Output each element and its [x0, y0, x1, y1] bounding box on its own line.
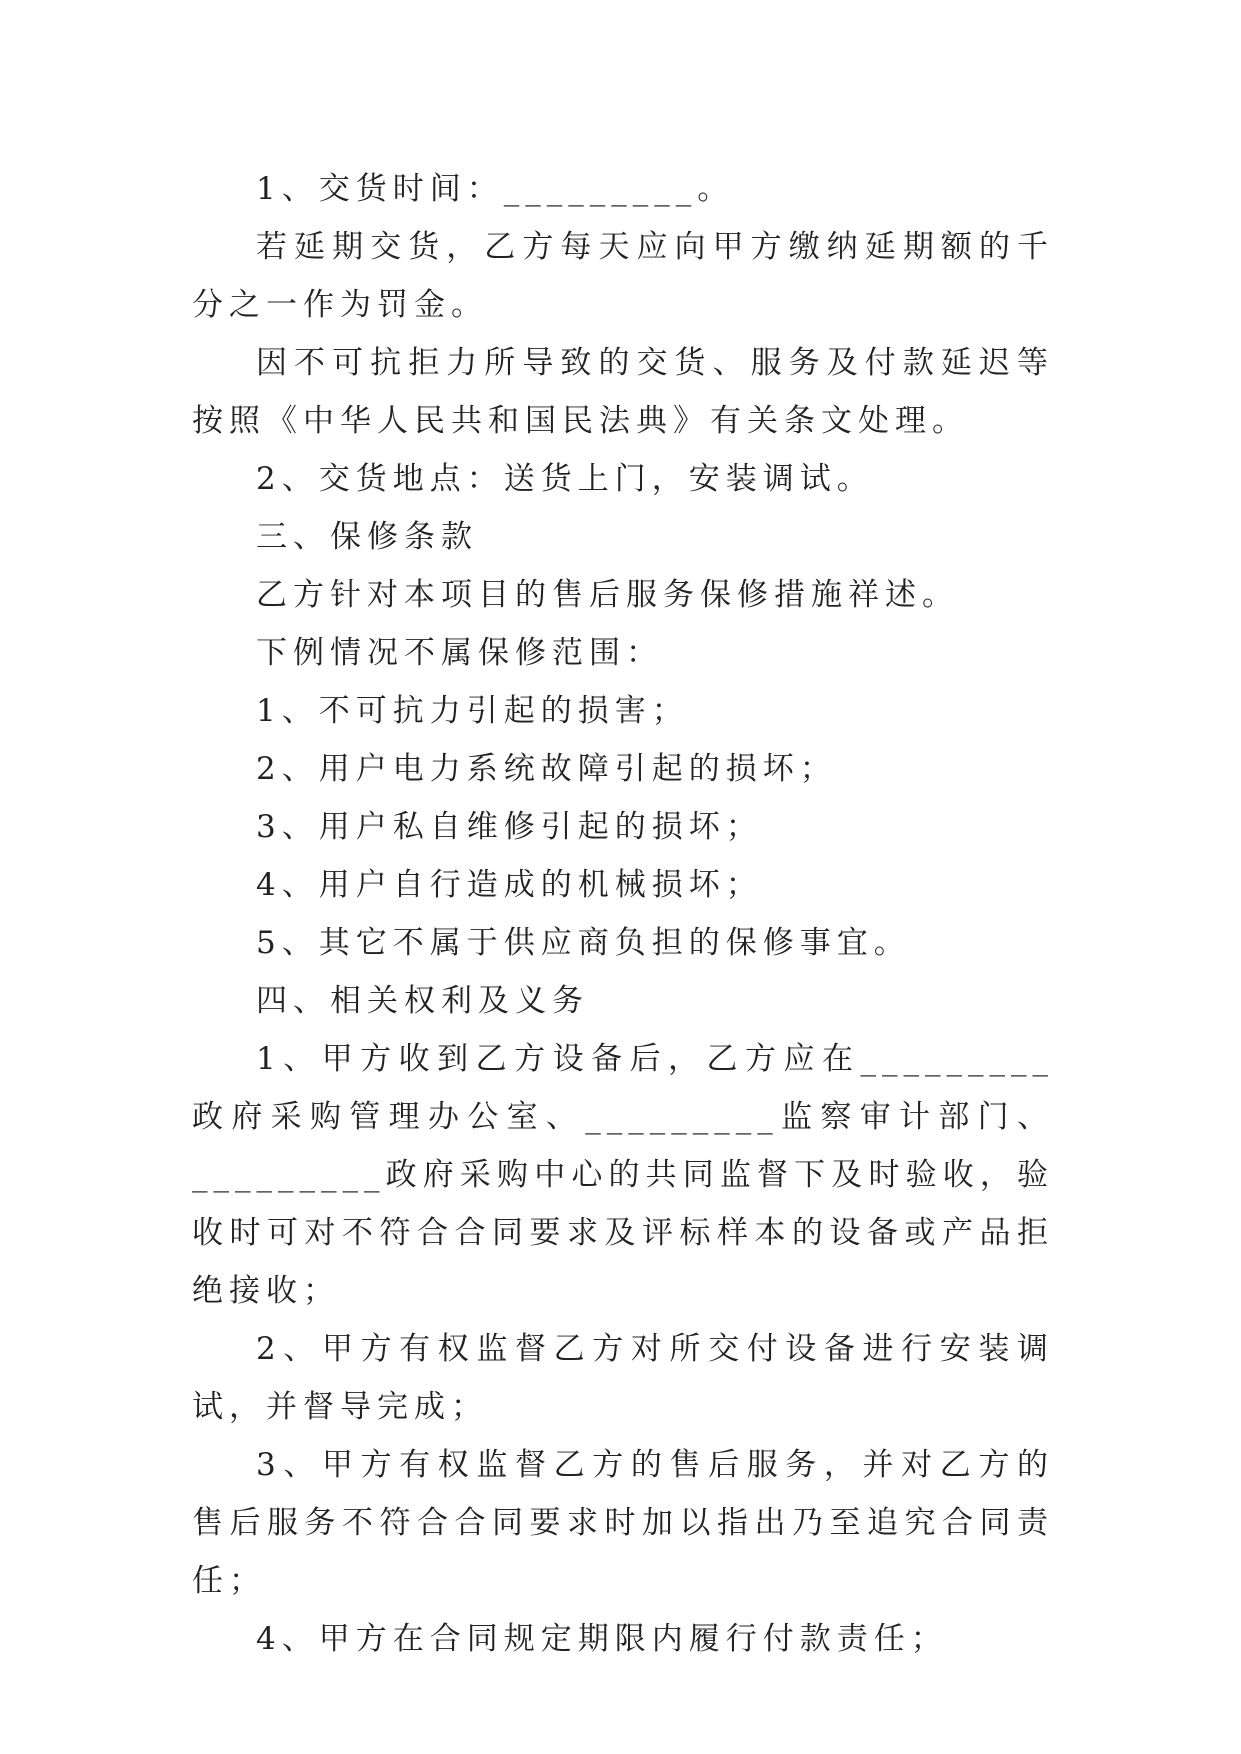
section-heading-rights: 四、相关权利及义务 — [256, 983, 589, 1019]
paragraph-rights-3: 3、甲方有权监督乙方的售后服务，并对乙方的售后服务不符合合同要求时加以指出乃至追究合同责任； — [192, 1447, 1054, 1599]
list-item-exclusion-2: 2、用户电力系统故障引起的损坏； — [256, 751, 837, 787]
document-body — [192, 160, 1054, 1668]
list-item-exclusion-4: 4、用户自行造成的机械损坏； — [256, 867, 763, 903]
paragraph-rights-2: 2、甲方有权监督乙方对所交付设备进行安装调试，并督导完成； — [192, 1331, 1054, 1425]
section-heading-warranty: 三、保修条款 — [256, 519, 478, 555]
paragraph-late-penalty: 若延期交货，乙方每天应向甲方缴纳延期额的千分之一作为罚金。 — [192, 229, 1054, 323]
paragraph-rights-4: 4、甲方在合同规定期限内履行付款责任； — [256, 1621, 948, 1657]
paragraph-rights-1: 1、甲方收到乙方设备后，乙方应在_________政府采购管理办公室、_________监察审计部门、_________政府采购中心的共同监督下及时验收，验收时可对不符合合同要求及评标样本的设备或产品拒绝接收； — [192, 1041, 1054, 1309]
list-item-exclusion-1: 1、不可抗力引起的损害； — [256, 693, 689, 729]
paragraph-delivery-location: 2、交货地点：送货上门，安装调试。 — [256, 461, 874, 497]
paragraph-delivery-time: 1、交货时间：_________。 — [256, 171, 735, 207]
list-item-exclusion-3: 3、用户私自维修引起的损坏； — [256, 809, 763, 845]
paragraph-warranty-exclusions: 下例情况不属保修范围： — [256, 635, 663, 671]
paragraph-force-majeure: 因不可抗拒力所导致的交货、服务及付款延迟等按照《中华人民共和国民法典》有关条文处理。 — [192, 345, 1054, 439]
paragraph-warranty-detail: 乙方针对本项目的售后服务保修措施祥述。 — [256, 577, 959, 613]
list-item-exclusion-5: 5、其它不属于供应商负担的保修事宜。 — [256, 925, 911, 961]
